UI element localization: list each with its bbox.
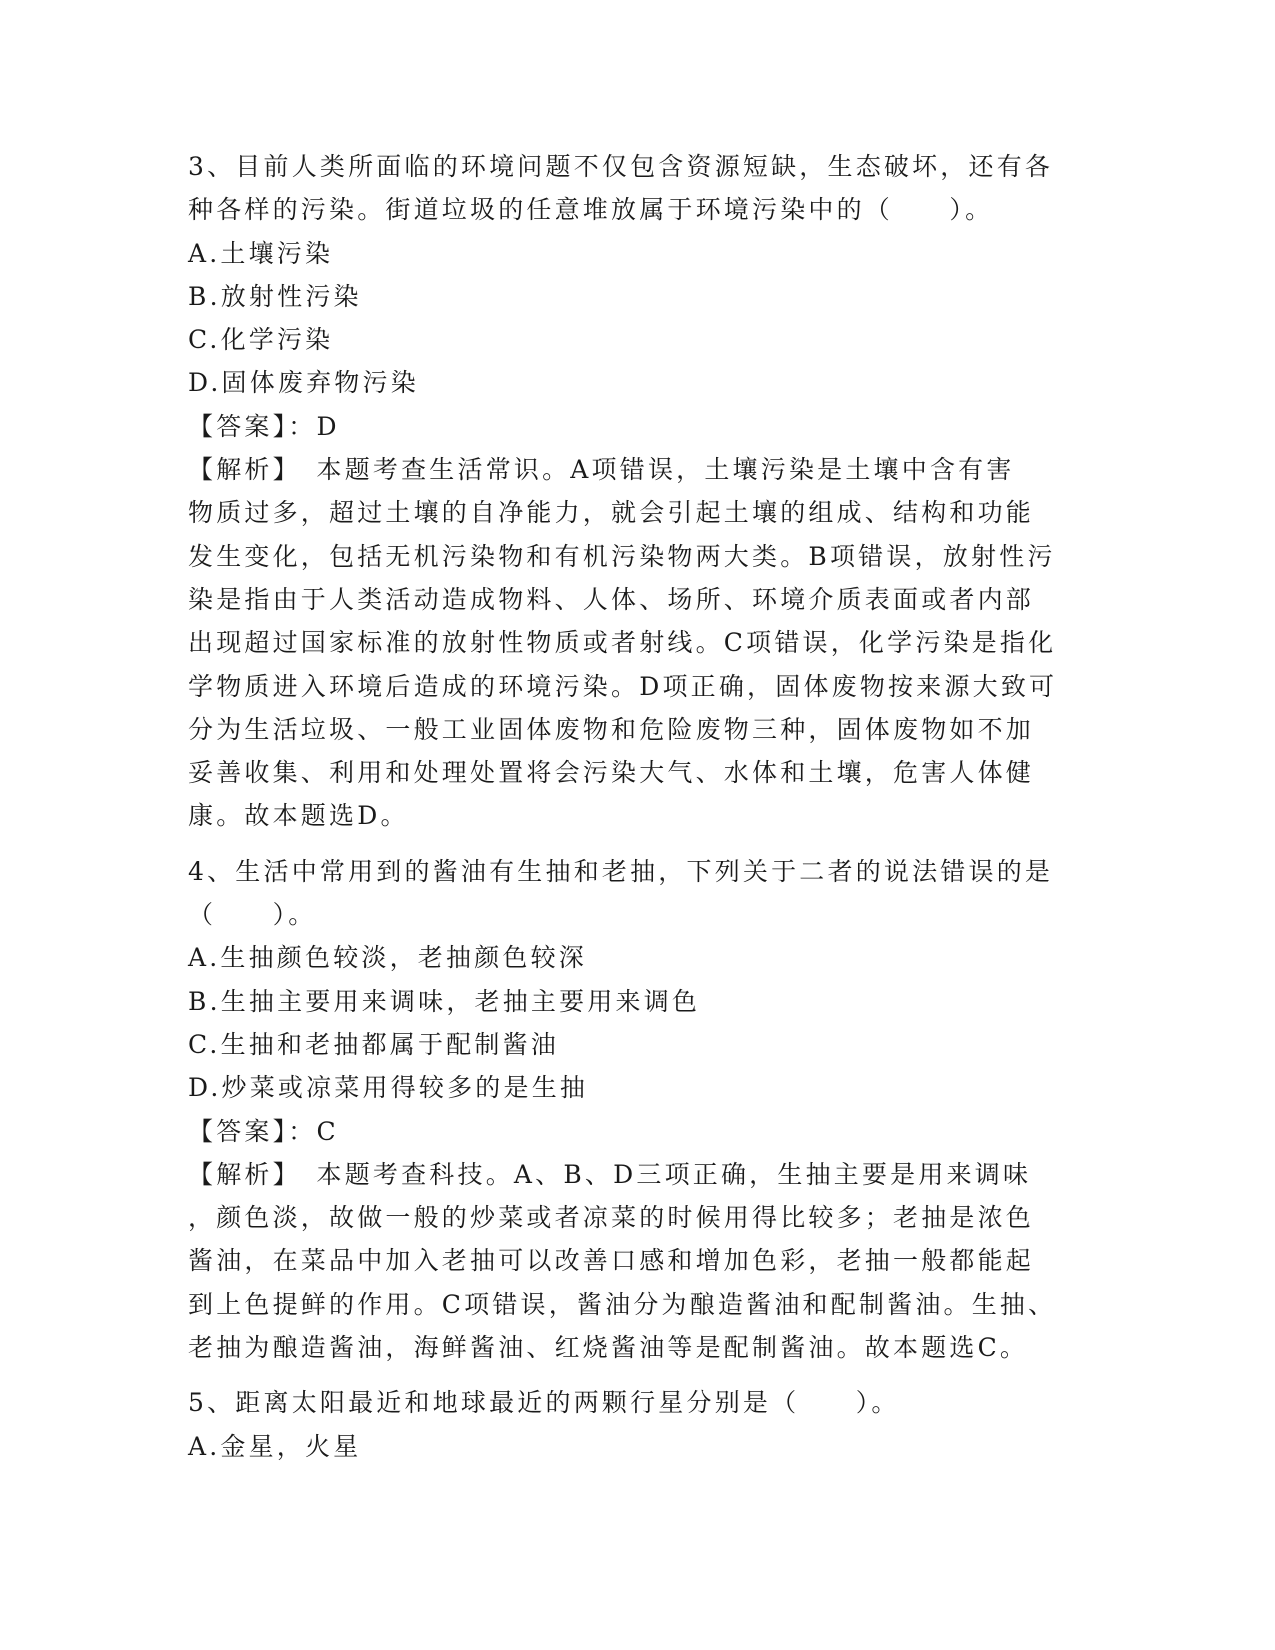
option-c: C.化学污染 [188, 325, 334, 355]
question-stem-line: 3、目前人类所面临的环境问题不仅包含资源短缺，生态破坏，还有各 [188, 152, 1054, 181]
analysis-line: 【解析】 本题考查生活常识。A项错误，土壤污染是土壤中含有害 [188, 455, 1015, 485]
answer-line: 【答案】：D [188, 411, 340, 441]
answer-line: 【答案】：C [188, 1116, 339, 1146]
option-b: B.生抽主要用来调味，老抽主要用来调色 [188, 986, 701, 1016]
option-a: A.金星，火星 [188, 1431, 362, 1461]
analysis-line: 酱油，在菜品中加入老抽可以改善口感和增加色彩，老抽一般都能起 [188, 1246, 1035, 1276]
analysis-line: 老抽为酿造酱油，海鲜酱油、红烧酱油等是配制酱油。故本题选C。 [188, 1333, 1029, 1363]
analysis-line: 染是指由于人类活动造成物料、人体、场所、环境介质表面或者内部 [188, 584, 1035, 614]
question-4 [188, 850, 1088, 1370]
question-3 [188, 145, 1088, 838]
analysis-line: ，颜色淡，故做一般的炒菜或者凉菜的时候用得比较多；老抽是浓色 [188, 1203, 1035, 1233]
question-5 [188, 1381, 1088, 1468]
option-d: D.炒菜或凉菜用得较多的是生抽 [188, 1073, 589, 1103]
option-d: D.固体废弃物污染 [188, 368, 419, 398]
analysis-line: 出现超过国家标准的放射性物质或者射线。C项错误，化学污染是指化 [188, 628, 1057, 658]
question-stem-line: 4、生活中常用到的酱油有生抽和老抽，下列关于二者的说法错误的是 [188, 856, 1054, 886]
option-c: C.生抽和老抽都属于配制酱油 [188, 1029, 559, 1059]
question-stem-line: （ ）。 [188, 900, 317, 930]
document-page [188, 145, 1088, 1468]
analysis-line: 物质过多，超过土壤的自净能力，就会引起土壤的组成、结构和功能 [188, 498, 1035, 528]
question-stem-line: 种各样的污染。街道垃圾的任意堆放属于环境污染中的（ ）。 [188, 195, 994, 225]
analysis-line: 发生变化，包括无机污染物和有机污染物两大类。B项错误，放射性污 [188, 541, 1056, 571]
analysis-line: 康。故本题选D。 [188, 801, 409, 831]
analysis-line: 分为生活垃圾、一般工业固体废物和危险废物三种，固体废物如不加 [188, 714, 1035, 744]
analysis-line: 【解析】 本题考查科技。A、B、D三项正确，生抽主要是用来调味 [188, 1159, 1032, 1189]
option-b: B.放射性污染 [188, 281, 362, 311]
question-stem-line: 5、距离太阳最近和地球最近的两颗行星分别是（ ）。 [188, 1388, 900, 1418]
analysis-line: 到上色提鲜的作用。C项错误，酱油分为酿造酱油和配制酱油。生抽、 [188, 1289, 1057, 1319]
option-a: A.土壤污染 [188, 238, 334, 268]
analysis-line: 妥善收集、利用和处理处置将会污染大气、水体和土壤，危害人体健 [188, 758, 1035, 788]
option-a: A.生抽颜色较淡，老抽颜色较深 [188, 943, 588, 973]
analysis-line: 学物质进入环境后造成的环境污染。D项正确，固体废物按来源大致可 [188, 671, 1058, 701]
